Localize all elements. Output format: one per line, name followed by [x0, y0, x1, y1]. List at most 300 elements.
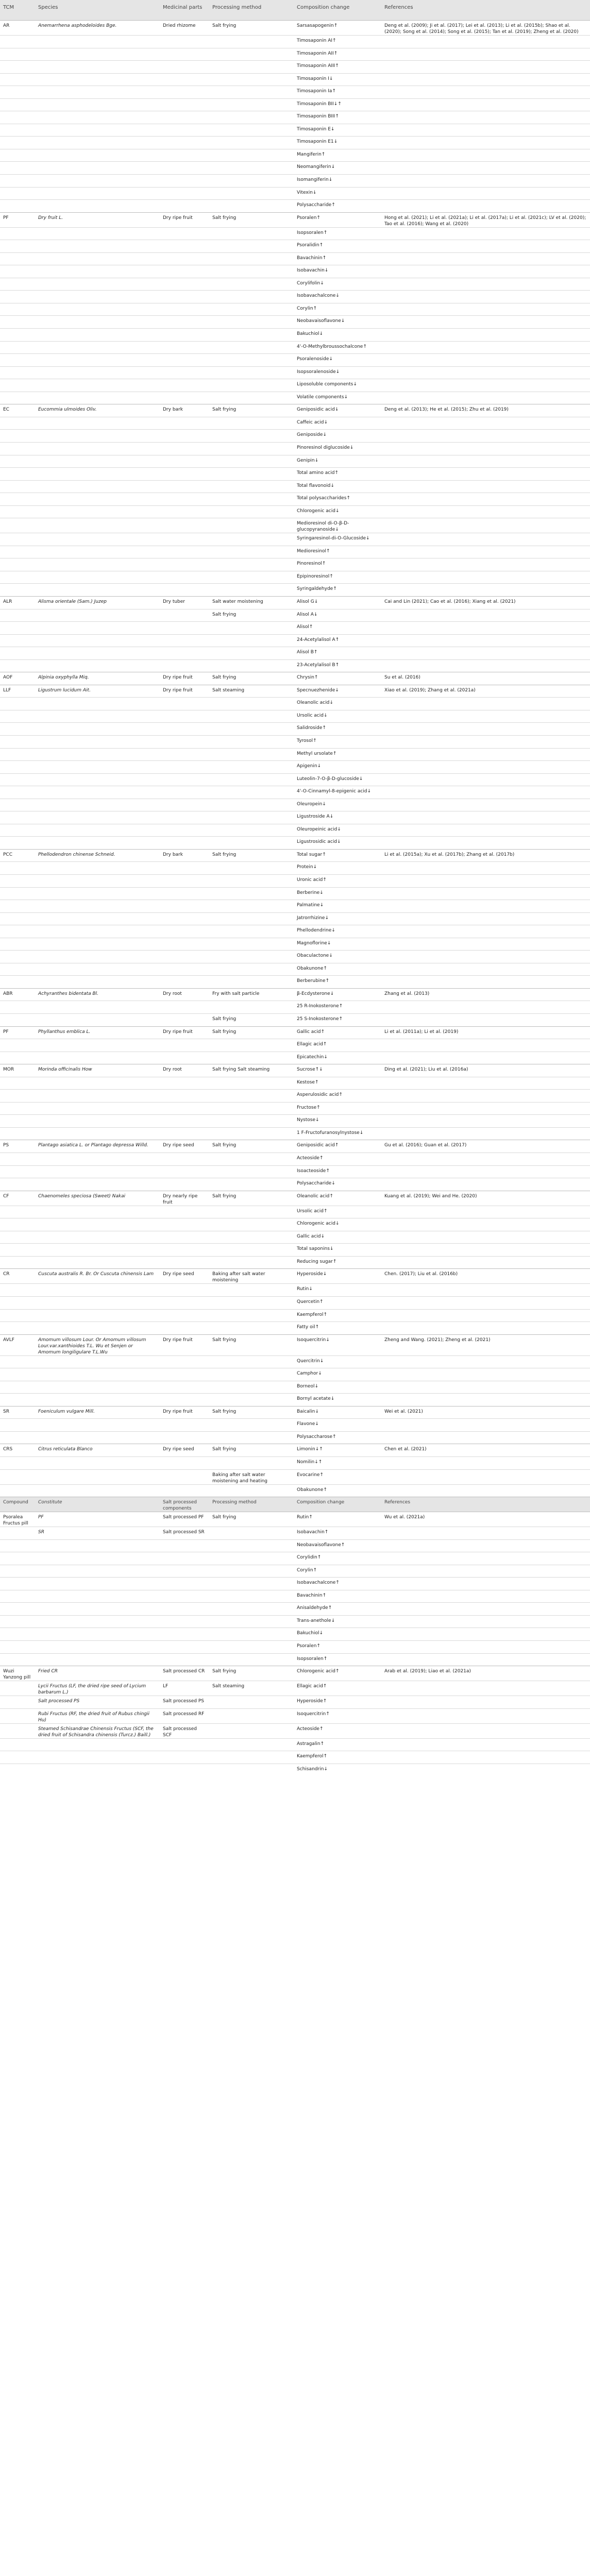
composition-change-cell: Chlorogenic acid↑ [294, 1666, 381, 1681]
processing-method-cell [209, 1696, 294, 1709]
references-cell [381, 786, 590, 799]
table-row [0, 468, 590, 481]
references-cell [381, 252, 590, 265]
table-row [0, 212, 590, 227]
tcm-cell [0, 647, 35, 660]
table-row [0, 837, 590, 850]
species-cell: Ligustrum lucidum Ait. [35, 685, 160, 698]
references-cell [381, 1681, 590, 1696]
references-cell: Arab et al. (2019); Liao et al. (2021a) [381, 1666, 590, 1681]
composition-change-cell: Schisandrin↓ [294, 1764, 381, 1776]
tcm-cell [0, 1178, 35, 1191]
composition-change-cell: Ligustroside A↓ [294, 811, 381, 824]
composition-change-cell: Chrysin↑ [294, 672, 381, 685]
table-row [0, 558, 590, 571]
species-cell [35, 1603, 160, 1616]
species-cell [35, 36, 160, 48]
processing-method-cell [209, 354, 294, 367]
composition-change-cell: Berberubine↑ [294, 976, 381, 989]
species-cell [35, 341, 160, 354]
medicinal-part-cell [160, 773, 209, 786]
composition-change-cell: Kestose↑ [294, 1077, 381, 1090]
tcm-cell [0, 1322, 35, 1335]
references-cell [381, 571, 590, 584]
tcm-cell [0, 1653, 35, 1666]
species-cell [35, 900, 160, 913]
medicinal-part-cell [160, 1052, 209, 1064]
composition-change-cell: 23-Acetylalisol B↑ [294, 659, 381, 672]
processing-method-cell: Salt frying [209, 404, 294, 417]
medicinal-part-cell [160, 786, 209, 799]
medicinal-part-cell [160, 824, 209, 837]
species-cell [35, 912, 160, 925]
table-row [0, 533, 590, 546]
medicinal-part-cell [160, 291, 209, 303]
medicinal-part-cell [160, 1640, 209, 1653]
table-row [0, 1269, 590, 1284]
column-header: Processing method [209, 0, 294, 21]
composition-change-cell: Luteolin-7-O-β-D-glucoside↓ [294, 773, 381, 786]
composition-change-cell: Protein↓ [294, 862, 381, 875]
medicinal-part-cell [160, 1256, 209, 1269]
references-cell [381, 1218, 590, 1231]
processing-method-cell [209, 1539, 294, 1552]
references-cell [381, 1590, 590, 1603]
medicinal-part-cell [160, 379, 209, 392]
species-cell [35, 392, 160, 404]
processing-method-cell [209, 748, 294, 761]
table-row [0, 137, 590, 149]
table-row [0, 379, 590, 392]
tcm-cell [0, 584, 35, 597]
species-cell [35, 659, 160, 672]
tcm-cell [0, 1565, 35, 1578]
species-cell [35, 799, 160, 811]
table-row [0, 685, 590, 698]
table-row [0, 1231, 590, 1244]
species-cell [35, 1127, 160, 1140]
table-row [0, 1539, 590, 1552]
table-row [0, 1681, 590, 1696]
medicinal-part-cell [160, 887, 209, 900]
processing-method-cell [209, 1296, 294, 1309]
processing-method-cell [209, 1708, 294, 1723]
references-cell [381, 584, 590, 597]
table-row [0, 1419, 590, 1432]
processing-method-cell [209, 149, 294, 162]
tcm-cell [0, 175, 35, 188]
medicinal-part-cell [160, 1431, 209, 1444]
species-cell [35, 710, 160, 723]
medicinal-part-cell [160, 1628, 209, 1641]
processing-method-cell [209, 111, 294, 124]
references-cell: Li et al. (2011a); Li et al. (2019) [381, 1026, 590, 1039]
species-cell [35, 1640, 160, 1653]
composition-change-cell: Pinoresinol↑ [294, 558, 381, 571]
species-cell [35, 1355, 160, 1368]
references-cell [381, 36, 590, 48]
processing-method-cell [209, 1284, 294, 1297]
medicinal-part-cell [160, 571, 209, 584]
tcm-cell [0, 1244, 35, 1257]
species-cell: Achyranthes bidentata Bl. [35, 988, 160, 1001]
processing-method-cell [209, 1218, 294, 1231]
references-cell [381, 200, 590, 213]
column-header: Medicinal parts [160, 0, 209, 21]
table-row [0, 1218, 590, 1231]
medicinal-part-cell [160, 963, 209, 976]
medicinal-part-cell [160, 1218, 209, 1231]
references-cell: Cai and Lin (2021); Cao et al. (2016); Xiang et al. (2021) [381, 596, 590, 609]
composition-change-cell: Oleuropeinic acid↓ [294, 824, 381, 837]
medicinal-part-cell [160, 1090, 209, 1103]
composition-change-cell: Obakunone↑ [294, 963, 381, 976]
species-cell [35, 571, 160, 584]
processing-method-cell [209, 1052, 294, 1064]
medicinal-part-cell [160, 1206, 209, 1218]
table-row [0, 1052, 590, 1064]
species-cell [35, 86, 160, 99]
references-cell [381, 647, 590, 660]
tcm-cell: PF [0, 1026, 35, 1039]
table-row [0, 149, 590, 162]
table-row [0, 175, 590, 188]
composition-change-cell: Total flavonoid↓ [294, 480, 381, 493]
medicinal-part-cell [160, 1244, 209, 1257]
composition-change-cell: 1 F-Fructofuranosylnystose↓ [294, 1127, 381, 1140]
medicinal-part-cell [160, 1014, 209, 1027]
references-cell [381, 1552, 590, 1565]
table-row [0, 900, 590, 913]
processing-method-cell [209, 48, 294, 61]
composition-change-cell: Timosaponin AI↑ [294, 36, 381, 48]
composition-change-cell: Timosaponin BII↓↑ [294, 98, 381, 111]
medicinal-part-cell [160, 316, 209, 329]
table-row [0, 1355, 590, 1368]
composition-change-cell: Acteoside↑ [294, 1723, 381, 1738]
column-header: References [381, 0, 590, 21]
processing-method-cell: Salt frying [209, 1140, 294, 1153]
tcm-cell [0, 786, 35, 799]
composition-change-cell: Caffeic acid↓ [294, 417, 381, 430]
references-cell [381, 329, 590, 342]
species-cell [35, 240, 160, 253]
species-cell [35, 735, 160, 748]
tcm-cell [0, 900, 35, 913]
table-row [0, 1512, 590, 1527]
table-row [0, 596, 590, 609]
table-row [0, 1014, 590, 1027]
processing-method-cell: Baking after salt water moistening [209, 1269, 294, 1284]
references-cell [381, 875, 590, 888]
tcm-cell [0, 329, 35, 342]
processing-method-cell [209, 442, 294, 455]
processing-method-cell [209, 1738, 294, 1751]
composition-change-cell: Phellodendrine↓ [294, 925, 381, 938]
processing-method-cell: Baking after salt water moistening and heating [209, 1469, 294, 1484]
medicinal-part-cell [160, 1284, 209, 1297]
processing-method-cell [209, 862, 294, 875]
table-row [0, 1178, 590, 1191]
species-cell [35, 252, 160, 265]
medicinal-part-cell [160, 837, 209, 850]
medicinal-part-cell [160, 1231, 209, 1244]
composition-change-cell: Isopsoralenoside↓ [294, 366, 381, 379]
table-row [0, 252, 590, 265]
table-row [0, 1115, 590, 1128]
references-cell [381, 86, 590, 99]
tcm-cell [0, 634, 35, 647]
composition-change-cell: Bornyl acetate↓ [294, 1394, 381, 1406]
tcm-cell [0, 622, 35, 635]
table-row [0, 442, 590, 455]
medicinal-part-cell [160, 1552, 209, 1565]
references-cell [381, 609, 590, 622]
composition-change-cell: Nomilin↓↑ [294, 1456, 381, 1469]
processing-method-cell [209, 505, 294, 518]
references-cell [381, 1206, 590, 1218]
species-cell [35, 773, 160, 786]
references-cell [381, 1431, 590, 1444]
tcm-cell [0, 240, 35, 253]
composition-change-cell: Pinoresinol diglucoside↓ [294, 442, 381, 455]
tcm-cell [0, 1153, 35, 1166]
medicinal-part-cell [160, 1653, 209, 1666]
medicinal-part-cell [160, 875, 209, 888]
references-cell [381, 1256, 590, 1269]
composition-change-cell: Medioresinol↑ [294, 546, 381, 558]
table-row [0, 799, 590, 811]
composition-change-cell: 4'-O-Cinnamyl-8-epigenic acid↓ [294, 786, 381, 799]
medicinal-part-cell [160, 227, 209, 240]
processing-method-cell: Salt frying [209, 21, 294, 36]
medicinal-part-cell [160, 622, 209, 635]
medicinal-part-cell [160, 1127, 209, 1140]
tcm-cell [0, 1615, 35, 1628]
species-cell: Phyllanthus emblica L. [35, 1026, 160, 1039]
table-row [0, 1406, 590, 1419]
processing-method-cell [209, 468, 294, 481]
composition-change-cell: Corylidin↑ [294, 1552, 381, 1565]
medicinal-part-cell [160, 1178, 209, 1191]
tcm-cell [0, 48, 35, 61]
table-row [0, 723, 590, 736]
species-cell [35, 1419, 160, 1432]
composition-change-cell: Isobavachin↓ [294, 265, 381, 278]
medicinal-part-cell [160, 1309, 209, 1322]
composition-change-cell: Neobavaisoflavone↑ [294, 1539, 381, 1552]
tcm-cell [0, 1296, 35, 1309]
species-cell [35, 137, 160, 149]
medicinal-part-cell [160, 341, 209, 354]
tcm-cell: CRS [0, 1444, 35, 1457]
processing-method-cell [209, 1603, 294, 1616]
species-cell: Cuscuta australis R. Br. Or Cuscuta chinensis Lam [35, 1269, 160, 1284]
processing-method-cell [209, 1527, 294, 1540]
references-cell [381, 659, 590, 672]
medicinal-part-cell [160, 442, 209, 455]
processing-method-cell [209, 61, 294, 74]
species-cell [35, 761, 160, 774]
composition-change-cell: Psoralen↑ [294, 1640, 381, 1653]
processing-method-cell [209, 1764, 294, 1776]
processing-method-cell [209, 1552, 294, 1565]
tcm-cell [0, 227, 35, 240]
tcm-cell [0, 1738, 35, 1751]
references-cell [381, 73, 590, 86]
references-cell [381, 227, 590, 240]
processing-method-cell [209, 533, 294, 546]
processing-method-cell [209, 558, 294, 571]
tcm-cell [0, 1696, 35, 1709]
references-cell [381, 240, 590, 253]
references-cell [381, 1751, 590, 1764]
tcm-cell: Psoralea Fructus pill [0, 1512, 35, 1527]
references-cell [381, 1284, 590, 1297]
table-row [0, 976, 590, 989]
references-cell [381, 430, 590, 443]
table-row [0, 761, 590, 774]
species-cell [35, 124, 160, 137]
references-cell: Deng et al. (2009); Ji et al. (2017); Lei et al. (2013); Li et al. (2015b); Shao et al. (2020); Song et al. (2014); Song et al. (2015); Tan et al. (2019); Zheng et al. (2020) [381, 21, 590, 36]
table-row [0, 240, 590, 253]
references-cell [381, 1153, 590, 1166]
species-cell [35, 1102, 160, 1115]
medicinal-part-cell [160, 1751, 209, 1764]
composition-change-cell: Oleanolic acid↑ [294, 1191, 381, 1206]
medicinal-part-cell [160, 659, 209, 672]
processing-method-cell: Salt frying [209, 609, 294, 622]
references-cell [381, 341, 590, 354]
species-cell [35, 951, 160, 963]
table-row [0, 404, 590, 417]
species-cell [35, 1178, 160, 1191]
medicinal-part-cell [160, 1001, 209, 1014]
table-row [0, 1001, 590, 1014]
references-cell [381, 303, 590, 316]
table-row [0, 1653, 590, 1666]
table-row [0, 811, 590, 824]
species-cell: Lycii Fructus (LF, the dried ripe seed of Lycium barbarum L.) [35, 1681, 160, 1696]
processing-method-cell [209, 1231, 294, 1244]
table-row [0, 187, 590, 200]
header-row [0, 0, 590, 21]
processing-method-cell [209, 1381, 294, 1394]
table-row [0, 1064, 590, 1077]
processing-method-cell [209, 1206, 294, 1218]
table-row [0, 1077, 590, 1090]
table-row [0, 480, 590, 493]
species-cell: Chaenomeles speciosa (Sweet) Nakai [35, 1191, 160, 1206]
processing-method-cell: Salt frying [209, 1512, 294, 1527]
processing-method-cell [209, 1153, 294, 1166]
tcm-cell [0, 1708, 35, 1723]
species-cell [35, 493, 160, 506]
medicinal-part-cell [160, 480, 209, 493]
processing-method-cell [209, 647, 294, 660]
processing-method-cell: Salt frying [209, 1334, 294, 1355]
table-row [0, 291, 590, 303]
composition-change-cell: Isoacteoside↑ [294, 1165, 381, 1178]
table-row [0, 912, 590, 925]
medicinal-part-cell: Dry ripe fruit [160, 672, 209, 685]
references-cell [381, 1708, 590, 1723]
processing-method-cell [209, 824, 294, 837]
processing-method-cell [209, 278, 294, 291]
references-cell [381, 1419, 590, 1432]
composition-change-cell: 24-Acetylalisol A↑ [294, 634, 381, 647]
processing-method-cell [209, 1751, 294, 1764]
composition-change-cell: Timosaponin I↓ [294, 73, 381, 86]
references-cell [381, 1090, 590, 1103]
composition-change-cell: Vitexin↓ [294, 187, 381, 200]
composition-change-cell: Corylin↑ [294, 1565, 381, 1578]
medicinal-part-cell [160, 1039, 209, 1052]
species-cell [35, 1284, 160, 1297]
table-row [0, 1431, 590, 1444]
composition-change-cell: Rutin↑ [294, 1512, 381, 1527]
species-cell [35, 111, 160, 124]
composition-change-cell: Obakunone↑ [294, 1484, 381, 1497]
references-cell: Wei et al. (2021) [381, 1406, 590, 1419]
table-row [0, 1256, 590, 1269]
tcm-cell [0, 558, 35, 571]
medicinal-part-cell: Dry nearly ripe fruit [160, 1191, 209, 1206]
tcm-cell: ALR [0, 596, 35, 609]
species-cell [35, 366, 160, 379]
medicinal-part-cell [160, 900, 209, 913]
medicinal-part-cell: Dry ripe fruit [160, 1334, 209, 1355]
medicinal-part-cell [160, 1578, 209, 1590]
table-row [0, 48, 590, 61]
species-cell [35, 824, 160, 837]
tcm-cell [0, 379, 35, 392]
references-cell [381, 137, 590, 149]
composition-change-cell: Evocarine↑ [294, 1469, 381, 1484]
species-cell: SR [35, 1527, 160, 1540]
composition-change-cell: Oleanolic acid↓ [294, 698, 381, 710]
composition-change-cell: Isoquercitrin↑ [294, 1708, 381, 1723]
composition-change-cell: Alisol G↓ [294, 596, 381, 609]
species-cell [35, 533, 160, 546]
references-cell [381, 442, 590, 455]
medicinal-part-cell: Dried rhizome [160, 21, 209, 36]
processing-method-cell: Salt frying [209, 672, 294, 685]
references-cell [381, 1102, 590, 1115]
species-cell [35, 1484, 160, 1497]
references-cell [381, 187, 590, 200]
tcm-cell [0, 98, 35, 111]
processing-method-cell: Salt frying [209, 212, 294, 227]
table-row [0, 1153, 590, 1166]
composition-change-cell: Neobavaisoflavone↓ [294, 316, 381, 329]
processing-method-cell [209, 1039, 294, 1052]
tcm-cell [0, 1628, 35, 1641]
references-cell [381, 1014, 590, 1027]
table-row [0, 1603, 590, 1616]
species-cell [35, 1115, 160, 1128]
processing-method-cell: Salt frying Salt steaming [209, 1064, 294, 1077]
table-row [0, 546, 590, 558]
medicinal-part-cell [160, 252, 209, 265]
table-row [0, 227, 590, 240]
medicinal-part-cell [160, 748, 209, 761]
processing-method-cell: Salt frying [209, 1026, 294, 1039]
composition-change-cell: Isobavachalcone↓ [294, 291, 381, 303]
table-row [0, 1191, 590, 1206]
references-cell: Gu et al. (2016); Guan et al. (2017) [381, 1140, 590, 1153]
medicinal-part-cell [160, 609, 209, 622]
